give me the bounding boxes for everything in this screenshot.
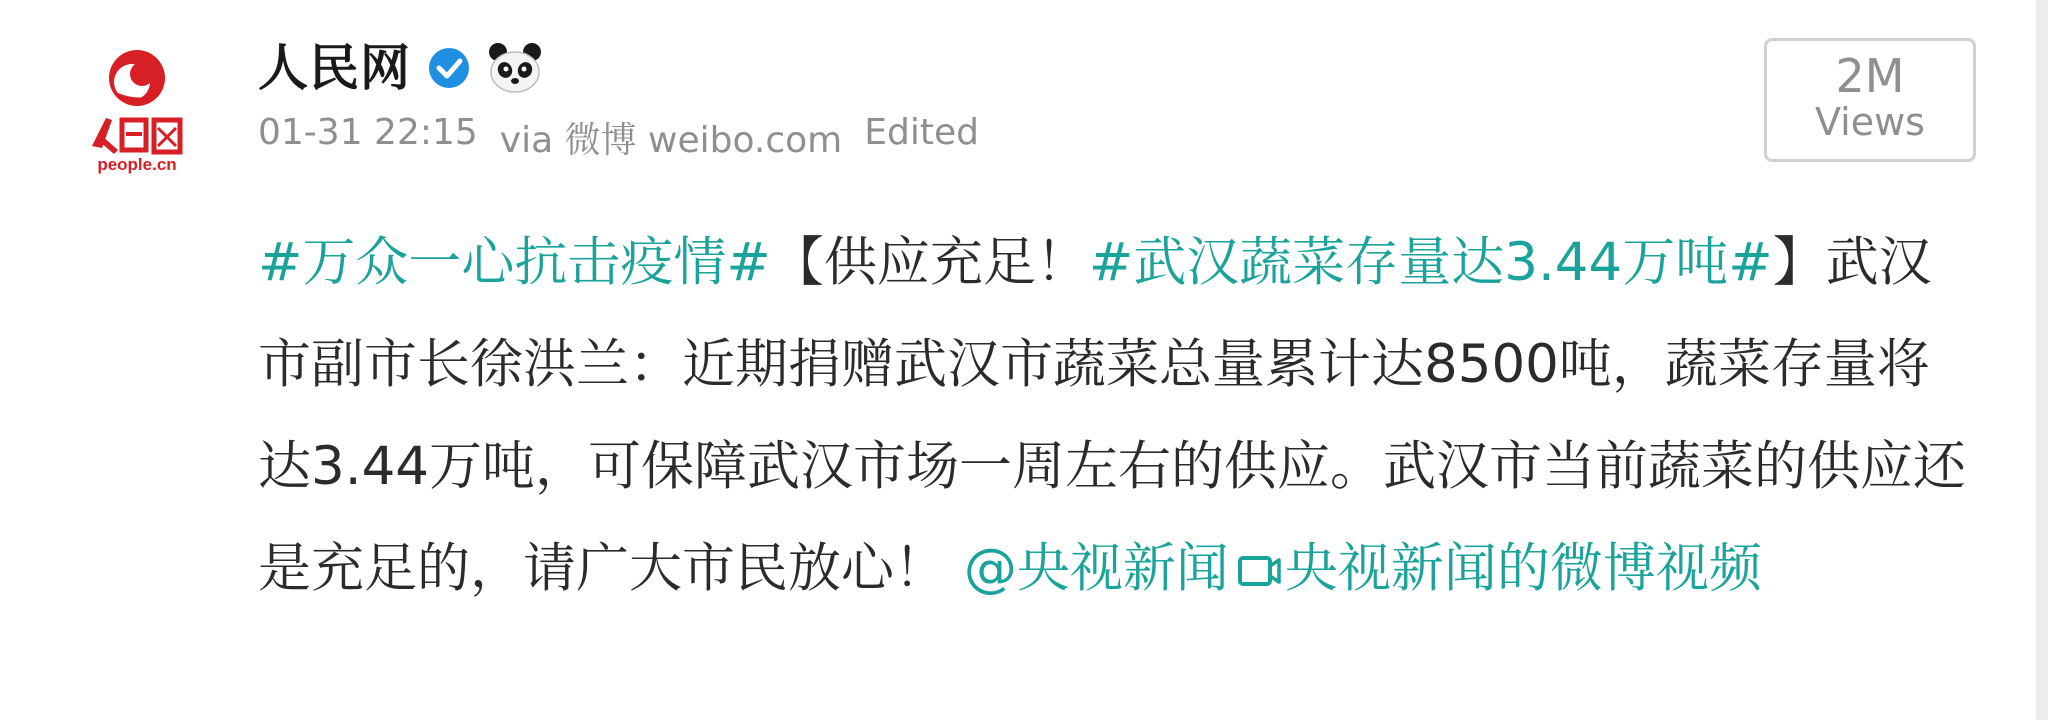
- post-text-segment: 【供应充足！: [770, 232, 1089, 293]
- views-counter[interactable]: [1764, 38, 1976, 162]
- hashtag-link[interactable]: #万众一心抗击疫情#: [258, 232, 771, 293]
- views-count: 2M: [1835, 49, 1905, 103]
- post-meta: [258, 112, 979, 163]
- scrollbar[interactable]: [2036, 0, 2048, 720]
- post-body: [258, 212, 1978, 624]
- account-name[interactable]: 人民网: [258, 39, 411, 97]
- avatar[interactable]: [72, 38, 202, 184]
- post-source[interactable]: via 微博 weibo.com: [499, 120, 843, 161]
- mention-link[interactable]: @央视新闻: [963, 538, 1229, 599]
- people-daily-logo-icon: [72, 38, 202, 184]
- video-link[interactable]: 央视新闻的微博视频: [1284, 538, 1762, 599]
- video-icon: [1237, 522, 1283, 624]
- post-text-segment: 】武汉市副市长徐洪兰：近期捐赠武汉市蔬菜总量累计达8500吨，蔬菜存量将达3.44万吨，可保障武汉市场一周左右的供应。武汉市当前蔬菜的供应还是充足的，请广大市民放心！: [258, 232, 1967, 599]
- verified-badge-icon: [427, 46, 471, 90]
- svg-text:people.cn: people.cn: [97, 155, 177, 174]
- edited-label[interactable]: Edited: [864, 112, 979, 153]
- hashtag-link[interactable]: #武汉蔬菜存量达3.44万吨#: [1088, 232, 1773, 293]
- avatar-sublabel: [97, 155, 176, 174]
- views-label: Views: [1815, 99, 1925, 144]
- panda-emoji-icon: [487, 40, 543, 96]
- account-header: [258, 30, 543, 106]
- post-timestamp[interactable]: 01-31 22:15: [258, 112, 478, 153]
